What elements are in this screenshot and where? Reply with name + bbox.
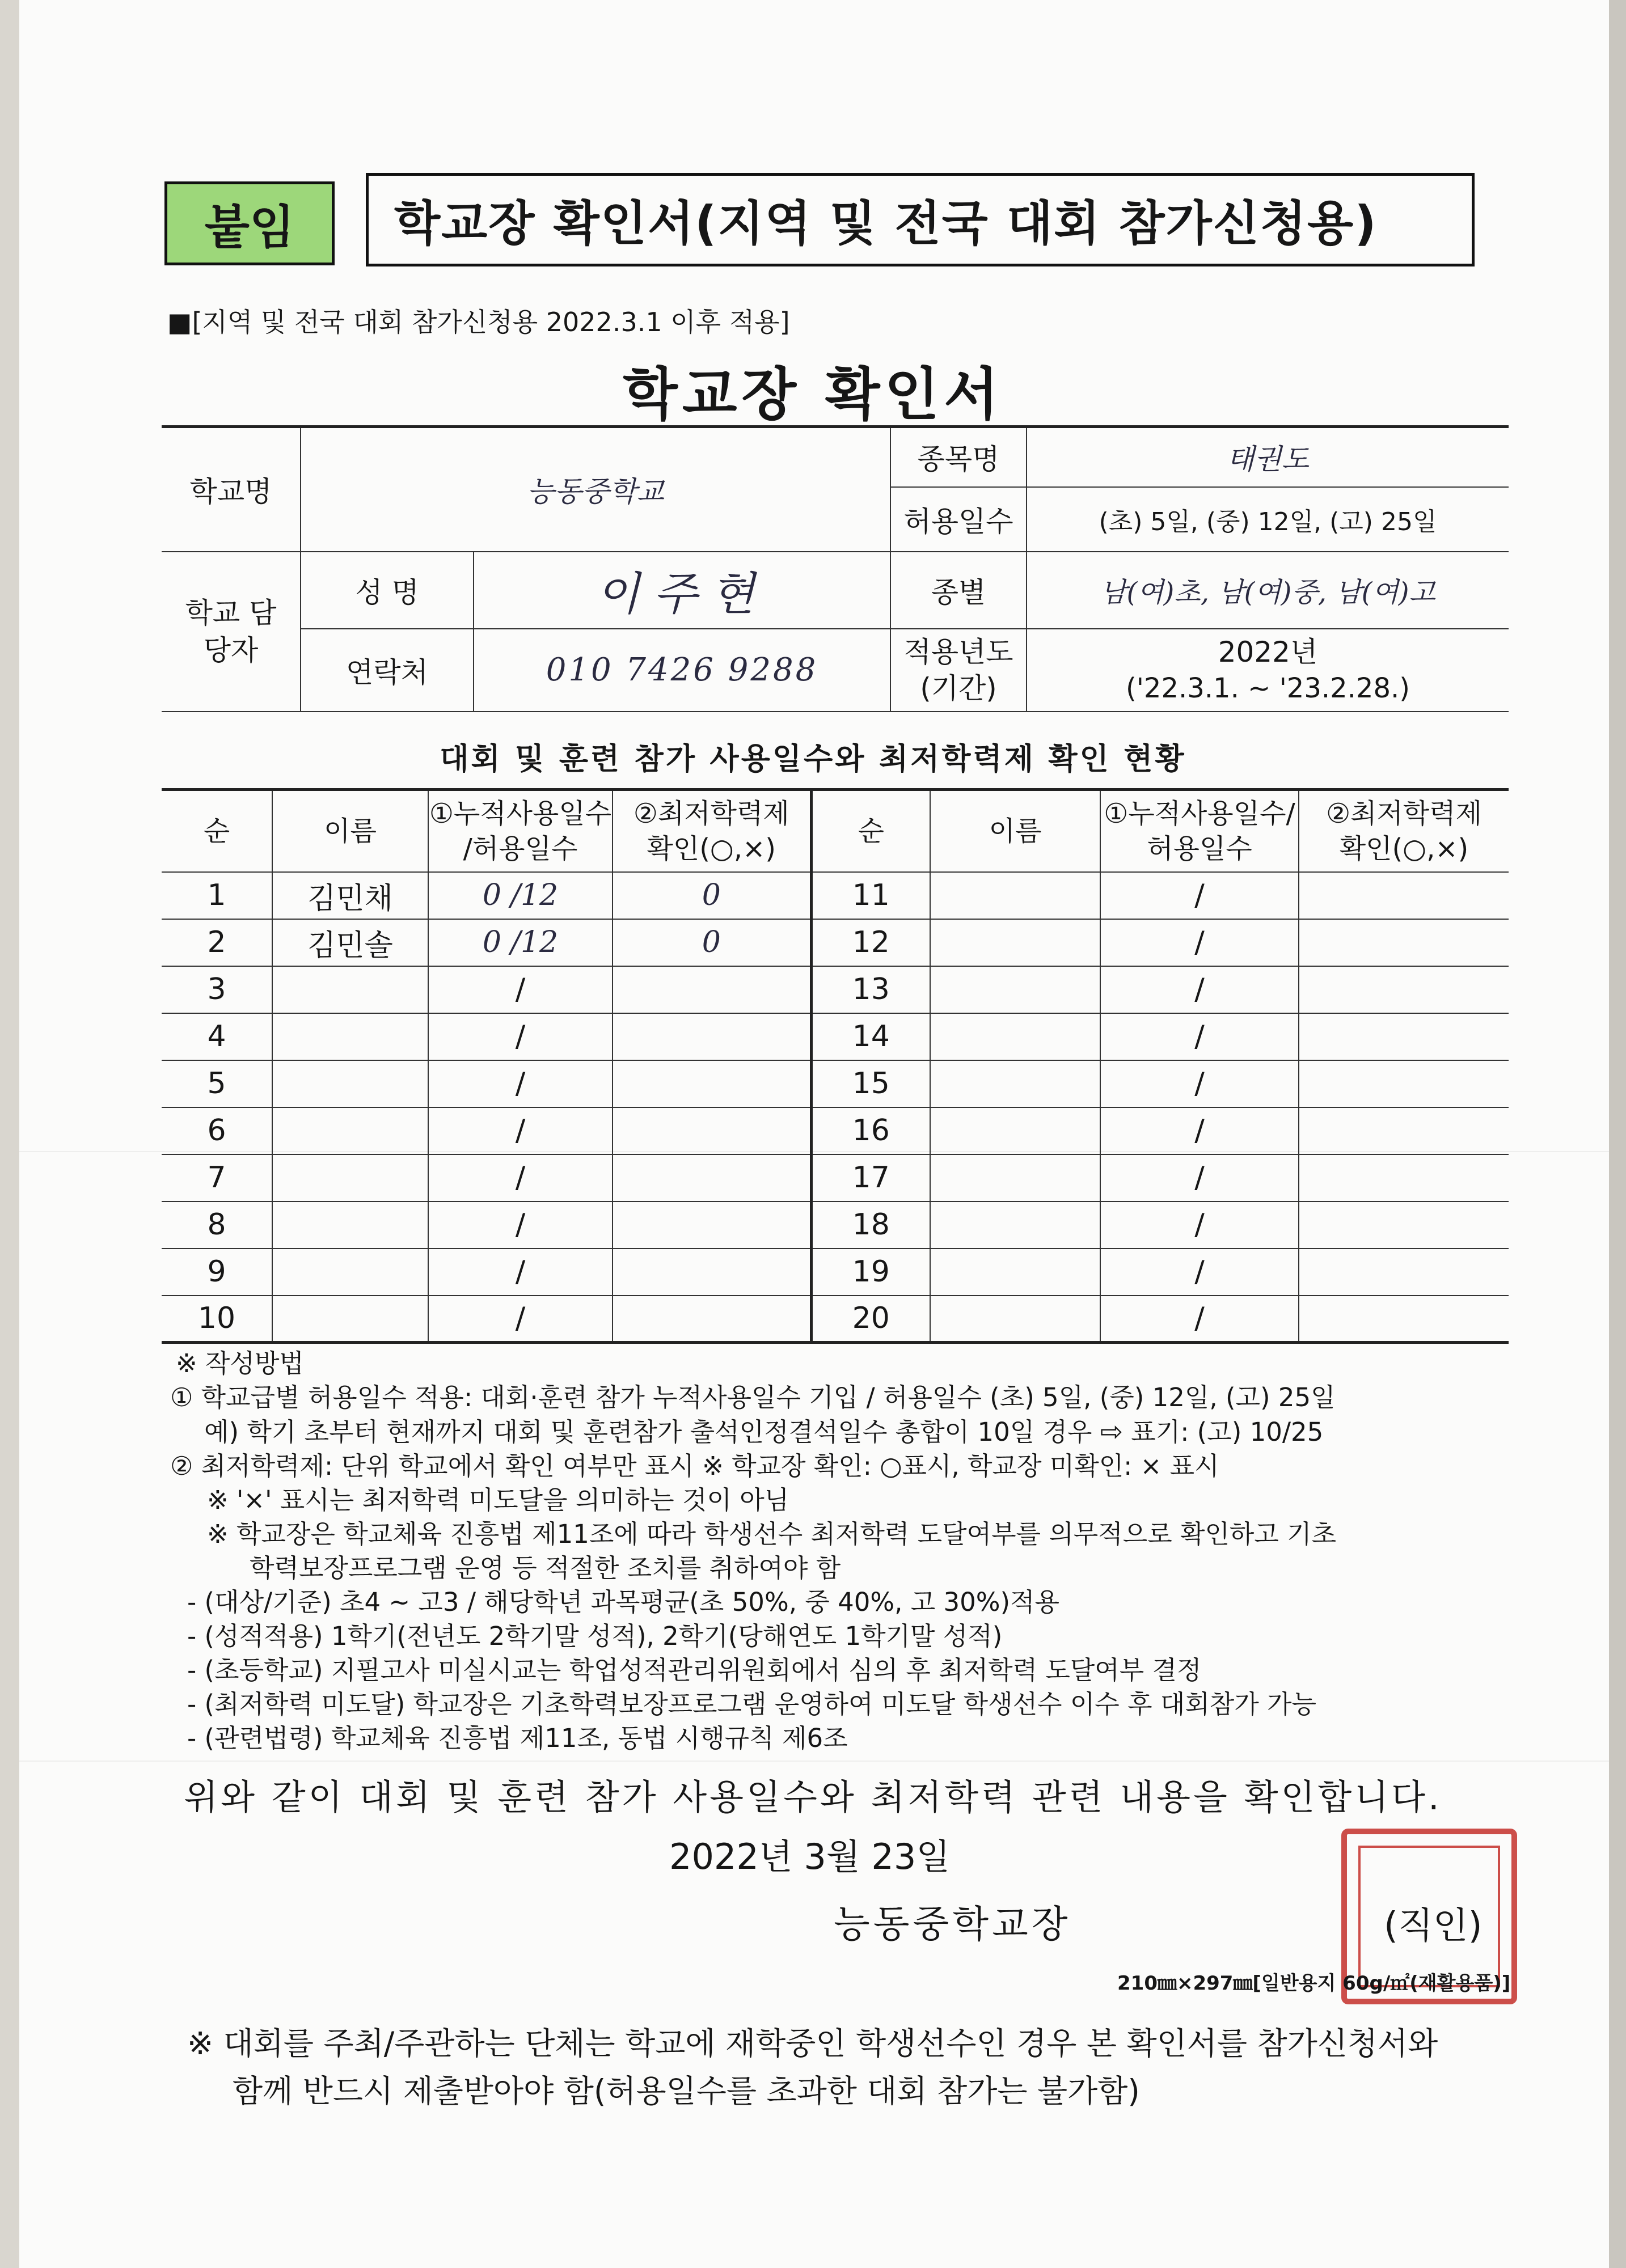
- row-name: [272, 1107, 428, 1154]
- row-days-right: /: [1100, 1154, 1299, 1201]
- row-no-right: 14: [811, 1013, 930, 1060]
- row-grade-right: [1299, 919, 1509, 966]
- row-grade-right: [1299, 966, 1509, 1013]
- header-days-line-2: /허용일수: [463, 832, 578, 865]
- row-grade-right: [1299, 1296, 1509, 1343]
- row-days: /: [428, 1201, 613, 1249]
- school-info-table: [162, 425, 1509, 712]
- table-row: [162, 1154, 1509, 1201]
- row-days: 0 /12: [428, 919, 613, 966]
- row-name: [272, 1060, 428, 1107]
- row-no: 3: [162, 966, 272, 1013]
- note-min-grade-a: ※ '×' 표시는 최저학력 미도달을 의미하는 것이 아님: [207, 1485, 789, 1515]
- document-header-title: 학교장 확인서(지역 및 전국 대회 참가신청용): [366, 173, 1475, 266]
- row-no-right: 13: [811, 966, 930, 1013]
- paper-fold: [19, 1761, 1609, 1762]
- category-label: 종별: [890, 552, 1027, 629]
- category-value: 남(여)초, 남(여)중, 남(여)고: [1027, 552, 1509, 629]
- row-no-right: 19: [811, 1249, 930, 1296]
- row-days-right: /: [1100, 1201, 1299, 1249]
- arrow-right-icon: ⇨: [1100, 1416, 1123, 1448]
- row-name-right: [930, 1296, 1100, 1343]
- table-row: [162, 1060, 1509, 1107]
- row-name: [272, 966, 428, 1013]
- row-no: 10: [162, 1296, 272, 1343]
- table-row: [162, 1013, 1509, 1060]
- row-grade: [613, 1154, 811, 1201]
- allowed-days-value: (초) 5일, (중) 12일, (고) 25일: [1027, 487, 1509, 552]
- row-no: 5: [162, 1060, 272, 1107]
- row-grade-right: [1299, 1154, 1509, 1201]
- row-days: /: [428, 966, 613, 1013]
- sport-value: 태권도: [1027, 427, 1509, 487]
- sport-label: 종목명: [890, 427, 1027, 487]
- header-no-right: 순: [811, 790, 930, 872]
- table-row: [162, 1296, 1509, 1343]
- row-grade: [613, 1013, 811, 1060]
- row-grade-right: [1299, 1060, 1509, 1107]
- year-label-line-1: 적용년도: [903, 635, 1013, 668]
- row-name: [272, 1013, 428, 1060]
- row-no: 8: [162, 1201, 272, 1249]
- row-grade: 0: [613, 872, 811, 919]
- row-days-right: /: [1100, 1249, 1299, 1296]
- note-allowed-days: ① 학교급별 허용일수 적용: 대회·훈련 참가 누적사용일수 기입 / 허용일수 (초) 5일, (중) 12일, (고) 25일: [170, 1382, 1336, 1412]
- writing-instructions: [170, 1347, 1543, 1755]
- applicability-note: ■[지역 및 전국 대회 참가신청용 2022.3.1 이후 적용]: [167, 307, 790, 337]
- row-grade-right: [1299, 1249, 1509, 1296]
- row-days: /: [428, 1296, 613, 1343]
- row-name-right: [930, 872, 1100, 919]
- row-no-right: 18: [811, 1201, 930, 1249]
- attachment-badge: 붙임: [164, 181, 335, 265]
- principal-signature: 능동중학교장: [834, 1902, 1071, 1946]
- table-row: [162, 872, 1509, 919]
- table-row: [162, 919, 1509, 966]
- roster-header-row: [162, 790, 1509, 872]
- row-days: /: [428, 1249, 613, 1296]
- row-name-right: [930, 1154, 1100, 1201]
- row-name: 김민채: [272, 872, 428, 919]
- row-grade: [613, 1107, 811, 1154]
- note-detail-elementary: - (초등학교) 지필고사 미실시교는 학업성적관리위원회에서 심의 후 최저학력 도달여부 결정: [187, 1655, 1202, 1685]
- header-name-right: 이름: [930, 790, 1100, 872]
- row-no: 1: [162, 872, 272, 919]
- phone-label: 연락처: [301, 629, 474, 712]
- row-name-right: [930, 1107, 1100, 1154]
- row-name: [272, 1201, 428, 1249]
- row-no-right: 17: [811, 1154, 930, 1201]
- row-no: 9: [162, 1249, 272, 1296]
- table-row: [162, 966, 1509, 1013]
- row-name-right: [930, 966, 1100, 1013]
- year-value-cell: [1027, 629, 1509, 712]
- row-grade: [613, 1201, 811, 1249]
- row-name-right: [930, 1060, 1100, 1107]
- school-label: 학교명: [162, 427, 301, 552]
- note-example-notation: 표기: (고) 10/25: [1131, 1417, 1324, 1447]
- year-period: ('22.3.1. ~ '23.2.28.): [1126, 672, 1410, 704]
- table-row: [162, 1107, 1509, 1154]
- school-value: 능동중학교: [301, 427, 890, 552]
- row-grade-right: [1299, 1107, 1509, 1154]
- row-name: [272, 1296, 428, 1343]
- row-name-right: [930, 1013, 1100, 1060]
- row-days: /: [428, 1013, 613, 1060]
- row-name: 김민솔: [272, 919, 428, 966]
- roster-table: [162, 788, 1509, 1344]
- year-label: [890, 629, 1027, 712]
- row-grade: [613, 1296, 811, 1343]
- row-days-right: /: [1100, 919, 1299, 966]
- row-days-right: /: [1100, 872, 1299, 919]
- header-no: 순: [162, 790, 272, 872]
- row-days-right: /: [1100, 1013, 1299, 1060]
- page-title: 학교장 확인서: [623, 361, 1003, 428]
- row-no-right: 15: [811, 1060, 930, 1107]
- row-days: /: [428, 1154, 613, 1201]
- row-no: 6: [162, 1107, 272, 1154]
- table-row: [162, 1201, 1509, 1249]
- table-row: [162, 1249, 1509, 1296]
- row-days-right: /: [1100, 966, 1299, 1013]
- note-detail-law: - (관련법령) 학교체육 진흥법 제11조, 동법 시행규칙 제6조: [187, 1723, 848, 1753]
- row-no: 4: [162, 1013, 272, 1060]
- paper-spec: 210㎜×297㎜[일반용지 60g/㎡(재활용품)]: [1117, 1972, 1511, 1995]
- row-no-right: 11: [811, 872, 930, 919]
- row-days: 0 /12: [428, 872, 613, 919]
- row-no-right: 12: [811, 919, 930, 966]
- header-days-line-1: ①누적사용일수: [429, 797, 612, 830]
- submission-note-line-1: ※ 대회를 주최/주관하는 단체는 학교에 재학중인 학생선수인 경우 본 확인서를 참가신청서와: [187, 2025, 1438, 2062]
- row-name: [272, 1249, 428, 1296]
- confirmation-statement: 위와 같이 대회 및 훈련 참가 사용일수와 최저학력 관련 내용을 확인합니다.: [184, 1776, 1442, 1818]
- header-grade-right: [1299, 790, 1509, 872]
- note-min-grade-b: ※ 학교장은 학교체육 진흥법 제11조에 따라 학생선수 최저학력 도달여부를 의무적으로 확인하고 기초: [207, 1519, 1337, 1549]
- paper-edge-right: [1609, 0, 1626, 2268]
- paper-edge-left: [0, 0, 19, 2268]
- row-no-right: 20: [811, 1296, 930, 1343]
- note-detail-grades: - (성적적용) 1학기(전년도 2학기말 성적), 2학기(당해연도 1학기말 성적): [187, 1621, 1003, 1651]
- row-no: 7: [162, 1154, 272, 1201]
- note-detail-target: - (대상/기준) 초4 ~ 고3 / 해당학년 과목평균(초 50%, 중 40%, 고 30%)적용: [187, 1587, 1059, 1617]
- row-days-right: /: [1100, 1060, 1299, 1107]
- row-name: [272, 1154, 428, 1201]
- row-no: 2: [162, 919, 272, 966]
- contact-person-label: 학교 담당자: [162, 552, 301, 712]
- name-label: 성 명: [301, 552, 474, 629]
- header-grade-line-2: 확인(○,×): [647, 832, 776, 865]
- row-grade: 0: [613, 919, 811, 966]
- note-allowed-days-example: [170, 1415, 1543, 1449]
- header-grade: [613, 790, 811, 872]
- seal-label: (직인): [1384, 1905, 1483, 1947]
- header-grade-right-line-1: ②최저학력제: [1326, 797, 1482, 830]
- notes-heading: ※ 작성방법: [176, 1348, 304, 1378]
- name-value: 이주현: [474, 552, 890, 629]
- header-grade-line-1: ②최저학력제: [633, 797, 789, 830]
- header-days: [428, 790, 613, 872]
- row-no-right: 16: [811, 1107, 930, 1154]
- submission-note: [187, 2020, 1438, 2115]
- phone-value: 010 7426 9288: [474, 629, 890, 712]
- row-name-right: [930, 1201, 1100, 1249]
- note-example-text: 예) 학기 초부터 현재까지 대회 및 훈련참가 출석인정결석일수 총합이 10일 경우: [204, 1417, 1092, 1447]
- header-days-right: [1100, 790, 1299, 872]
- row-grade-right: [1299, 1201, 1509, 1249]
- row-name-right: [930, 919, 1100, 966]
- allowed-days-label: 허용일수: [890, 487, 1027, 552]
- roster-section-title: 대회 및 훈련 참가 사용일수와 최저학력제 확인 현황: [440, 742, 1186, 776]
- signature-date: 2022년 3월 23일: [669, 1836, 951, 1877]
- row-name-right: [930, 1249, 1100, 1296]
- row-grade-right: [1299, 1013, 1509, 1060]
- row-days: /: [428, 1060, 613, 1107]
- row-days-right: /: [1100, 1107, 1299, 1154]
- header-grade-right-line-2: 확인(○,×): [1339, 832, 1469, 865]
- header-days-right-line-1: ①누적사용일수/: [1104, 797, 1295, 830]
- row-grade: [613, 966, 811, 1013]
- row-days-right: /: [1100, 1296, 1299, 1343]
- header-name: 이름: [272, 790, 428, 872]
- year-value: 2022년: [1218, 635, 1318, 668]
- header-days-right-line-2: 허용일수: [1147, 832, 1252, 865]
- note-detail-unmet: - (최저학력 미도달) 학교장은 기초학력보장프로그램 운영하여 미도달 학생선수 이수 후 대회참가 가능: [187, 1689, 1316, 1719]
- note-min-grade-c: 학력보장프로그램 운영 등 적절한 조치를 취하여야 함: [250, 1553, 841, 1583]
- submission-note-line-2: 함께 반드시 제출받아야 함(허용일수를 초과한 대회 참가는 불가함): [233, 2073, 1140, 2109]
- year-label-line-2: (기간): [920, 671, 997, 705]
- note-min-grade: ② 최저학력제: 단위 학교에서 확인 여부만 표시 ※ 학교장 확인: ○표시, 학교장 미확인: × 표시: [170, 1451, 1219, 1481]
- row-grade: [613, 1060, 811, 1107]
- row-grade-right: [1299, 872, 1509, 919]
- row-grade: [613, 1249, 811, 1296]
- row-days: /: [428, 1107, 613, 1154]
